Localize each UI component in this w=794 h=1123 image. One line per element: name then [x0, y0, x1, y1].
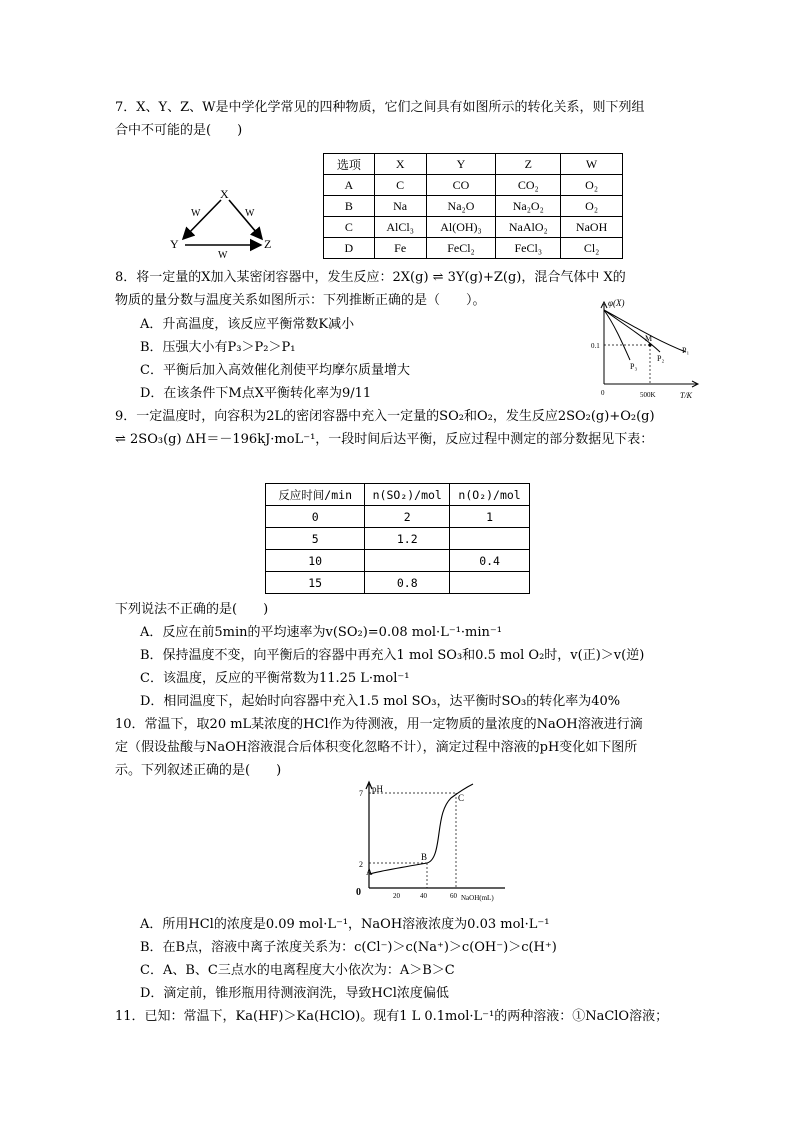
node-z: Z — [264, 237, 272, 251]
node-x: X — [220, 187, 229, 201]
table-cell: 5 — [266, 528, 365, 550]
point-a-label: A — [366, 867, 373, 877]
table-cell: 0.4 — [450, 550, 530, 572]
table-row — [266, 550, 530, 572]
q8-stem-line2: 物质的量分数与温度关系如图所示：下列推断正确的是（ ）。 — [115, 293, 486, 308]
origin-label: 0 — [356, 887, 361, 898]
y-tick-2: 2 — [359, 860, 363, 869]
table-cell: Al(OH)₃ — [426, 217, 496, 238]
table-cell: B — [324, 196, 375, 217]
header-cell: n(SO₂)/mol — [365, 484, 450, 506]
q9-option-a: A．反应在前5min的平均速率为v(SO₂)=0.08 mol·L⁻¹·min⁻¹ — [140, 625, 502, 640]
header-cell: Z — [496, 154, 561, 175]
table-cell — [450, 528, 530, 550]
point-m — [648, 343, 651, 346]
label-w-bottom: W — [218, 250, 228, 260]
table-cell: Na — [374, 196, 426, 217]
table-cell: 1.2 — [365, 528, 450, 550]
x-tick-40: 40 — [420, 892, 427, 900]
table-row — [266, 572, 530, 594]
x-axis-label: NaOH(mL) — [461, 894, 494, 902]
table-cell: C — [374, 175, 426, 196]
table-header-row — [324, 154, 623, 175]
table-cell: NaOH — [561, 217, 623, 238]
arrow-x-to-y — [183, 200, 221, 239]
p2-label: P₂ — [657, 354, 665, 363]
table-cell: CO₂ — [496, 175, 561, 196]
table-cell: NaAlO₂ — [496, 217, 561, 238]
curve-p2 — [604, 310, 660, 352]
q9-data-table — [265, 483, 530, 594]
q9-stem-line2: ⇌ 2SO₃(g) ΔH＝－196kJ·moL⁻¹，一段时间后达平衡，反应过程中测定的部分数据见下表： — [115, 432, 654, 447]
q10-stem-line3: 示。下列叙述正确的是( ) — [115, 763, 282, 778]
point-c-label: C — [458, 793, 465, 803]
table-cell: Cl₂ — [561, 238, 623, 259]
table-cell: A — [324, 175, 375, 196]
q10-stem-line2: 定（假设盐酸与NaOH溶液混合后体积变化忽略不计），滴定过程中溶液的pH变化如下图所 — [115, 740, 638, 755]
table-cell: C — [324, 217, 375, 238]
q8-stem-line1: 8．将一定量的X加入某密闭容器中，发生反应：2X(g) ⇌ 3Y(g)+Z(g)，混合气体中 X的 — [115, 270, 626, 285]
arrow-x-to-z — [229, 200, 262, 239]
table-cell — [450, 572, 530, 594]
origin-label: 0 — [601, 389, 605, 397]
table-row — [266, 528, 530, 550]
point-m-label: M — [645, 334, 653, 343]
table-cell: 0.8 — [365, 572, 450, 594]
table-cell: O₂ — [561, 175, 623, 196]
q8-option-b: B．压强大小有P₃＞P₂＞P₁ — [140, 340, 296, 355]
x-tick-500k: 500K — [640, 391, 656, 399]
header-cell: 选项 — [324, 154, 375, 175]
table-cell: 15 — [266, 572, 365, 594]
table-row — [266, 506, 530, 528]
table-cell: FeCl₂ — [426, 238, 496, 259]
q10-option-d: D．滴定前，锥形瓶用待测液润洗，导致HCl浓度偏低 — [140, 986, 449, 1001]
table-cell: 0 — [266, 506, 365, 528]
y-tick-0.1: 0.1 — [591, 342, 600, 350]
q7-transformation-diagram — [165, 182, 285, 260]
x-axis-label: T/K — [680, 391, 693, 400]
table-cell: Na₂O₂ — [496, 196, 561, 217]
header-cell: 反应时间/min — [266, 484, 365, 506]
q9-option-b: B．保持温度不变，向平衡后的容器中再充入1 mol SO₃和0.5 mol O₂时，v(正)＞v(逆) — [140, 648, 645, 663]
q8-phi-temperature-graph — [588, 296, 703, 400]
p3-label: P₃ — [630, 362, 638, 371]
table-cell — [365, 550, 450, 572]
table-cell: Na₂O — [426, 196, 496, 217]
q10-option-b: B．在B点，溶液中离子浓度关系为：c(Cl⁻)＞c(Na⁺)＞c(OH⁻)＞c(H⁺) — [140, 940, 557, 955]
q10-option-a: A．所用HCl的浓度是0.09 mol·L⁻¹，NaOH溶液浓度为0.03 mol·L⁻¹ — [140, 917, 550, 932]
table-cell: 2 — [365, 506, 450, 528]
header-cell: n(O₂)/mol — [450, 484, 530, 506]
table-row — [324, 196, 623, 217]
node-y: Y — [170, 237, 179, 251]
table-cell: D — [324, 238, 375, 259]
table-cell: 10 — [266, 550, 365, 572]
table-cell: O₂ — [561, 196, 623, 217]
label-w-left: W — [191, 208, 201, 219]
table-header-row — [266, 484, 530, 506]
table-row — [324, 238, 623, 259]
q8-option-a: A．升高温度，该反应平衡常数K减小 — [140, 317, 355, 332]
header-cell: Y — [426, 154, 496, 175]
header-cell: W — [561, 154, 623, 175]
q10-titration-curve — [355, 778, 515, 904]
q8-option-c: C．平衡后加入高效催化剂使平均摩尔质量增大 — [140, 363, 410, 378]
q7-stem-line2: 合中不可能的是( ) — [115, 123, 243, 138]
q9-stem-line1: 9．一定温度时，向容积为2L的密闭容器中充入一定量的SO₂和O₂，发生反应2SO₂(g)+O₂(g) — [115, 409, 655, 424]
q8-option-d: D．在该条件下M点X平衡转化率为9/11 — [140, 386, 372, 401]
label-w-right: W — [245, 208, 255, 219]
q9-prompt: 下列说法不正确的是( ) — [115, 602, 269, 617]
q7-options-table — [323, 153, 623, 259]
table-cell: 1 — [450, 506, 530, 528]
y-tick-7: 7 — [359, 789, 363, 798]
q7-stem-line1: 7．X、Y、Z、W是中学化学常见的四种物质，它们之间具有如图所示的转化关系，则下列组 — [115, 100, 645, 115]
table-cell: Fe — [374, 238, 426, 259]
table-cell: AlCl₃ — [374, 217, 426, 238]
y-axis-label: φ(X) — [608, 298, 625, 308]
point-b-label: B — [421, 852, 428, 862]
table-cell: CO — [426, 175, 496, 196]
q10-option-c: C．A、B、C三点水的电离程度大小依次为：A＞B＞C — [140, 963, 455, 978]
table-cell: FeCl₃ — [496, 238, 561, 259]
p1-label: P₁ — [682, 346, 690, 355]
q11-stem-line1: 11．已知：常温下，Ka(HF)＞Ka(HClO)。现有1 L 0.1mol·L⁻¹的两种溶液：①NaClO溶液； — [115, 1009, 669, 1024]
table-row — [324, 175, 623, 196]
x-tick-60: 60 — [450, 892, 457, 900]
y-axis-label: pH — [372, 784, 383, 794]
q10-stem-line1: 10．常温下，取20 mL某浓度的HCl作为待测液，用一定物质的量浓度的NaOH溶液进行滴 — [115, 717, 643, 732]
header-cell: X — [374, 154, 426, 175]
x-tick-20: 20 — [393, 892, 400, 900]
q9-option-d: D．相同温度下，起始时向容器中充入1.5 mol SO₃，达平衡时SO₃的转化率为40% — [140, 694, 621, 709]
table-row — [324, 217, 623, 238]
q9-option-c: C．该温度，反应的平衡常数为11.25 L·mol⁻¹ — [140, 671, 410, 686]
